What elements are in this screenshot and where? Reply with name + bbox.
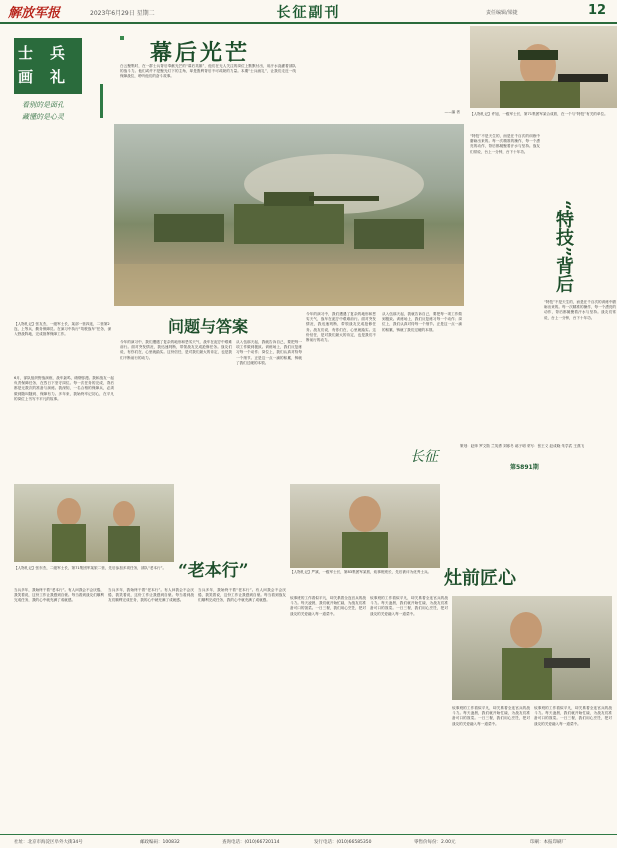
figure-caption: 【人物札记】许旭，一级军士长，第71集团军某合成旅，在一个与“特技”有关的单位。 [470,112,608,116]
article-paragraph: 当兵多年，我始终干着“老本行”。有人问我会不会厌倦，我笑着说，这份工作让我感到自豪。每当看到战友们顺利完成任务，我的心中就充满了成就感。 [108,588,194,603]
cook-figure [452,596,612,700]
editor-credit: 责任编辑/梁捷 [486,10,518,16]
article-paragraph: 当兵多年，我始终干着“老本行”。有人问我会不会厌倦，我笑着说，这份工作让我感到自豪。每当看到战友们顺利完成任务，我的心中就充满了成就感。 [198,588,286,603]
intro-byline: ——编 者 [444,110,460,114]
intro-text: 白云聚集时，在一群士兵背后奉献光芒的“幕后英雄”，他们在无人关注的岗位上默默付出，用汗水浇灌着部队的战斗力。他们或许不是聚光灯下的主角，却是胜利背后不可或缺的力量。本期“士兵画礼”，让我们走近一线保障战位，聆听他们的奋斗故事。 [120,64,296,79]
editor-signature: 长征 [410,449,438,465]
section-title: 长征副刊 [276,5,341,21]
soldiers-photo [14,484,174,562]
footer-printer: 印刷：本报印刷厂 [530,840,566,845]
footer-phone: 查询电话：(010)66720114 [222,840,280,845]
section-heading: 灶前匠心 [444,568,516,589]
figure-caption: 【人物札记】张友杰，一级军士长，某部一营四连，二营第2连，上等兵，勤务保障员。在演习中执行“驾驶战车”任务，深入野战阵地，完成指挥保障工作。 [14,322,112,337]
cook-photo [452,596,612,700]
footer-price: 零售价每份：2.00元 [414,840,456,845]
article-paragraph: “特技”不是天生的，而是在千百次的训练中磨砺出来的。每一次精准的操作，每一个漂亮的动作，背后都凝聚着汗水与坚持。战友们常说，台上一分钟，台下十年功。 [544,300,616,320]
article-paragraph: 从入伍那天起，我就告诉自己，要把每一项工作做到极致。训练场上，我们反复练习每一个动作；岗位上，我们认真对待每一个细节。正是这一点一滴的积累，铸就了我们过硬的本领。 [382,312,462,332]
soldier-shouting-photo [290,484,440,568]
article-paragraph: 炊事班的工作看似平凡，却关系着全连官兵的战斗力。每天凌晨，我们就开始忙碌，为战友们准备可口的饭菜。一日三餐，我们用心烹饪，把对战友的关爱融入每一道菜中。 [370,596,448,616]
article-paragraph: 炊事班的工作看似平凡，却关系着全连官兵的战斗力。每天凌晨，我们就开始忙碌，为战友们准备可口的饭菜。一日三餐，我们用心烹饪，把对战友的关爱融入每一道菜中。 [534,706,612,726]
footer-distribution: 发行电话：(010)66585350 [314,840,372,845]
column-logo-char: 礼 [50,68,66,86]
intro-text-continued [304,64,464,104]
page-number: 12 [588,3,607,18]
issue-date: 2023年6月29日 星期二 [90,10,155,17]
soldier-figure [290,484,440,568]
figure-caption: 【人物札记】严斌，一级军士长，第83集团军某旅，炊事班班长，先后被评为优秀士兵。 [290,570,432,574]
article-paragraph: 从入伍那天起，我就告诉自己，要把每一项工作做到极致。训练场上，我们反复练习每一个动作；岗位上，我们认真对待每一个细节。正是这一点一滴的积累，铸就了我们过硬的本领。 [236,340,302,365]
figure-caption: 【人物札记】张东杰，二级军士长，第71集团军某旅二营，先后参加多项任务，部队“老本行”。 [14,566,167,570]
column-motto: 藏懂的是心灵 [22,113,64,121]
divider [100,84,103,118]
soldier-portrait-photo [470,26,617,108]
column-motto: 看别的是面孔 [22,101,64,109]
section-heading: 问题与答案 [168,317,249,336]
decorative-mark [120,36,124,40]
footer-postcode: 邮政编码：100832 [140,840,180,845]
two-soldiers [14,484,174,562]
article-paragraph: 炊事班的工作看似平凡，却关系着全连官兵的战斗力。每天凌晨，我们就开始忙碌，为战友们准备可口的饭菜。一日三餐，我们用心烹饪，把对战友的关爱融入每一道菜中。 [290,596,366,616]
article-paragraph: 今年的演习中，我们遭遇了复杂的地形和恶劣天气，战车在泥泞中艰难前行。面对突发情况，我迅速判断，带领战友完成抢修任务。战友们说，有你们在，心里就踏实。这份信任，是对我们最大的肯定，也是我们不断前行的动力。 [306,312,376,343]
column-logo-char: 兵 [50,44,66,62]
armored-vehicles-photo [114,124,464,306]
section-heading: “老本行” [178,561,249,581]
article-paragraph: 今年的演习中，我们遭遇了复杂的地形和恶劣天气，战车在泥泞中艰难前行。面对突发情况，我迅速判断，带领战友完成抢修任务。战友们说，有你们在，心里就踏实。这份信任，是对我们最大的肯定，也是我们不断前行的动力。 [120,340,232,360]
newspaper-masthead: 解放军报 [8,6,61,21]
credits: 策划：赵帅 罗文勋 兰英勇 刘寒冬 郝子明 采写：张王义 赵成晓 朱学武 王燕飞 [460,444,585,448]
tank-scene [114,124,464,306]
column-logo [14,38,82,94]
article-paragraph: “特技”不是天生的，而是在千百次的训练中磨砺出来的。每一次精准的操作，每一个漂亮的动作，背后都凝聚着汗水与坚持。战友们常说，台上一分钟，台下十年功。 [470,134,540,154]
section-heading-vertical: “特技”背后 [553,200,574,293]
page-footer [0,834,617,848]
soldier-figure [470,26,617,108]
article-paragraph: 炊事班的工作看似平凡，却关系着全连官兵的战斗力。每天凌晨，我们就开始忙碌，为战友们准备可口的饭菜。一日三餐，我们用心烹饪，把对战友的关爱融入每一道菜中。 [452,706,530,726]
issue-number: 第5891期 [510,464,539,471]
feature-title: 幕后光芒 [150,40,251,66]
footer-address: 社址：北京市海淀区阜外大街34号 [14,840,83,845]
article-paragraph: 当兵多年，我始终干着“老本行”。有人问我会不会厌倦，我笑着说，这份工作让我感到自豪。每当看到战友们顺利完成任务，我的心中就充满了成就感。 [14,588,104,603]
column-logo-char: 画 [18,68,34,86]
column-logo-char: 士 [18,44,34,62]
page-header [0,0,617,24]
article-paragraph: 6月，部队组织野战演练，战车轰鸣，硝烟弥漫。我和战友一起负责保障任务，在烈日下坚守岗位。每一次任务的完成，背后都是无数次的准备与演练。我深知，一名合格的保障兵，必须做到随叫随到、保障有力。多年来，我始终牢记初心，在平凡的岗位上书写不平凡的故事。 [14,376,114,401]
